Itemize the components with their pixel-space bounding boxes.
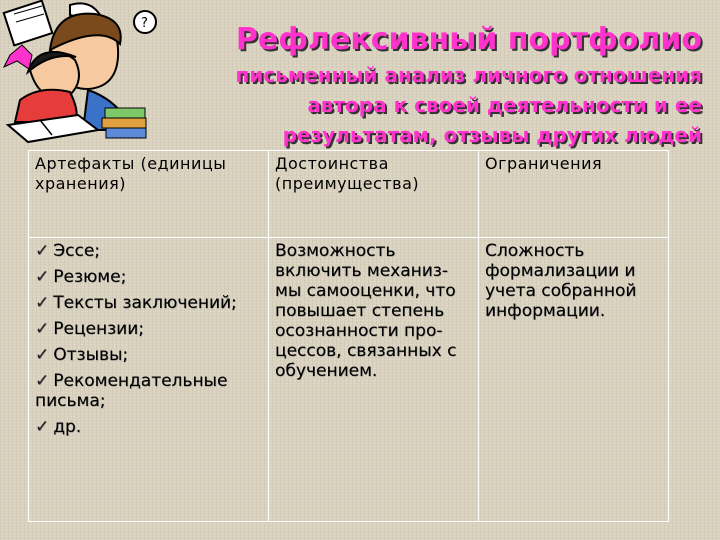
list-item: ✓ др. [35,417,82,437]
artifact-list [35,241,262,437]
table-header-row [29,151,669,238]
checkmark-icon: ✓ [35,267,50,287]
limitations-cell [479,238,669,522]
artifacts-cell [29,238,269,522]
list-item: ✓ Резюме; [35,267,127,287]
slide-subtitle [142,60,702,150]
subtitle-line: письменный анализ личного отношения [235,63,702,87]
students-reading-clipart [0,0,160,150]
header-artifacts: Артефакты (единицы хранения) [29,151,269,238]
header-advantages: Достоинства (преимущества) [269,151,479,238]
svg-text:?: ? [141,16,148,31]
portfolio-table [28,150,669,522]
checkmark-icon: ✓ [35,241,50,261]
limitations-text: Сложность формализации и учета собранной информации. [485,241,637,321]
advantages-cell [269,238,479,522]
list-item: ✓ Тексты заключений; [35,293,237,313]
advantages-text: Возможность включить механиз-мы самооценки, что повышает степень осознанности про-цессов, связанных с обучением. [275,241,457,381]
checkmark-icon: ✓ [35,417,50,437]
subtitle-line: результатам, отзывы других людей [282,123,702,147]
list-item: ✓ Рецензии; [35,319,144,339]
checkmark-icon: ✓ [35,371,50,391]
table-row [29,238,669,522]
checkmark-icon: ✓ [35,345,50,365]
list-item: ✓ Эссе; [35,241,100,261]
slide-title: Рефлексивный портфолио [235,22,702,57]
list-item: ✓ Рекомендательные письма; [35,371,228,411]
header-limitations: Ограничения [479,151,669,238]
checkmark-icon: ✓ [35,293,50,313]
subtitle-line: автора к своей деятельности и ее [307,93,702,117]
checkmark-icon: ✓ [35,319,50,339]
list-item: ✓ Отзывы; [35,345,129,365]
